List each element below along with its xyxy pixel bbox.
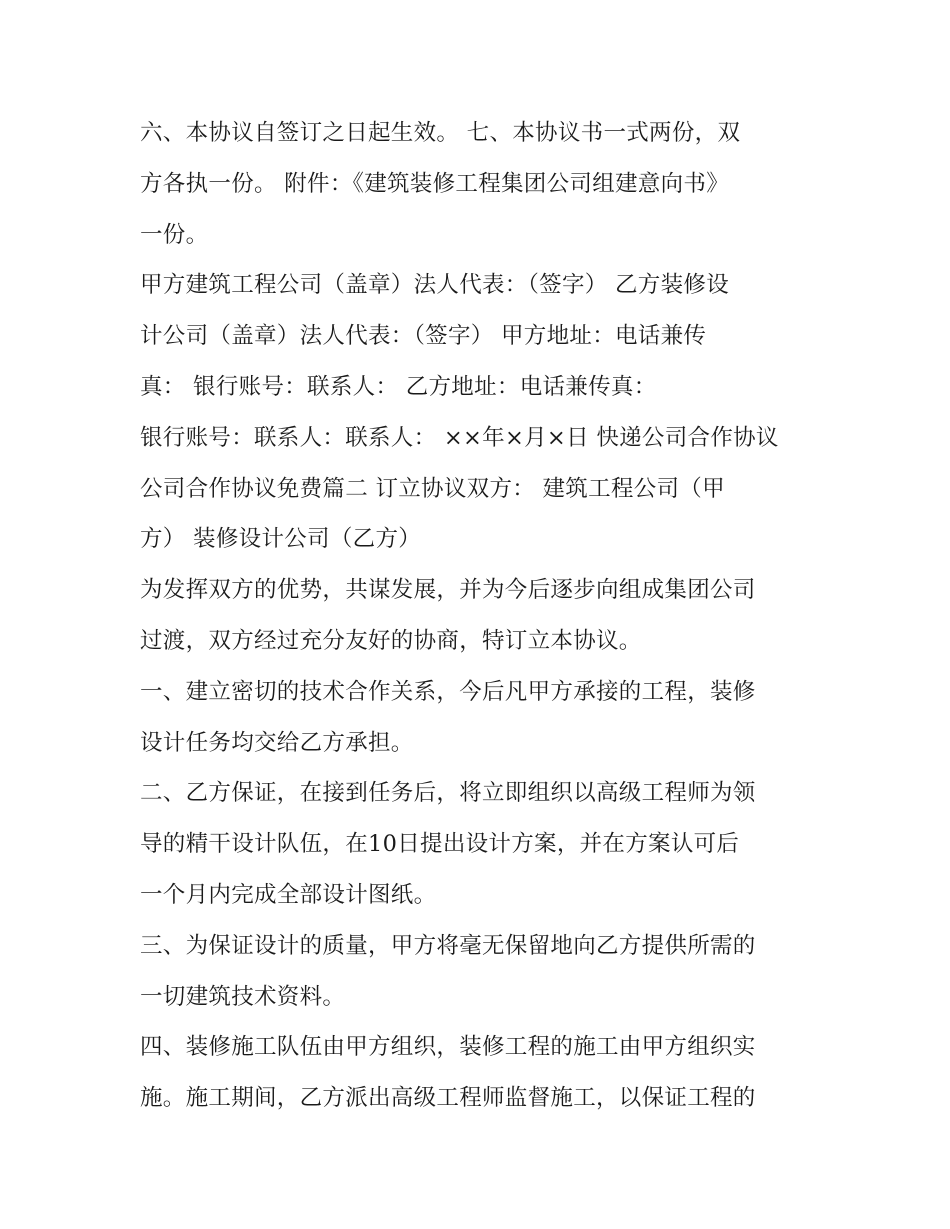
text-line: 一个月内完成全部设计图纸。 [140,881,437,908]
text-line: 一、建立密切的技术合作关系，今后凡甲方承接的工程，装修 [140,678,756,705]
text-line: 一切建筑技术资料。 [140,983,346,1010]
text-line: 真： 银行账号：联系人： 乙方地址：电话兼传真： [140,373,657,400]
text-line: 二、乙方保证，在接到任务后，将立即组织以高级工程师为领 [140,780,756,807]
text-line: 六、本协议自签订之日起生效。 七、本协议书一式两份，双 [140,120,741,146]
text-line: 设计任务均交给乙方承担。 [140,729,414,756]
text-line: 为发挥双方的优势，共谋发展，并为今后逐步向组成集团公司 [140,577,756,604]
text-line: 过渡，双方经过充分友好的协商，特订立本协议。 [140,627,642,654]
text-line: 计公司（盖章）法人代表：（签字） 甲方地址：电话兼传 [140,323,707,350]
text-line: 三、为保证设计的质量，甲方将毫无保留地向乙方提供所需的 [140,932,756,959]
text-line: 四、装修施工队伍由甲方组织，装修工程的施工由甲方组织实 [140,1034,756,1061]
text-line: 方各执一份。 附件：《建筑装修工程集团公司组建意向书》 [140,170,730,197]
text-line: 施。施工期间，乙方派出高级工程师监督施工，以保证工程的 [140,1085,756,1112]
text-line: 甲方建筑工程公司（盖章）法人代表：（签字） 乙方装修设 [140,272,730,299]
text-line: 公司合作协议免费篇二 订立协议双方： 建筑工程公司（甲 [140,475,725,502]
text-line: 导的精干设计队伍，在10日提出设计方案，并在方案认可后 [140,831,740,858]
text-line: 银行账号：联系人：联系人： ××年×月×日 快递公司合作协议 [140,424,779,451]
agreement-text [140,108,840,1124]
text-line: 一份。 [140,221,209,248]
text-line: 方） 装修设计公司（乙方） [140,526,422,553]
